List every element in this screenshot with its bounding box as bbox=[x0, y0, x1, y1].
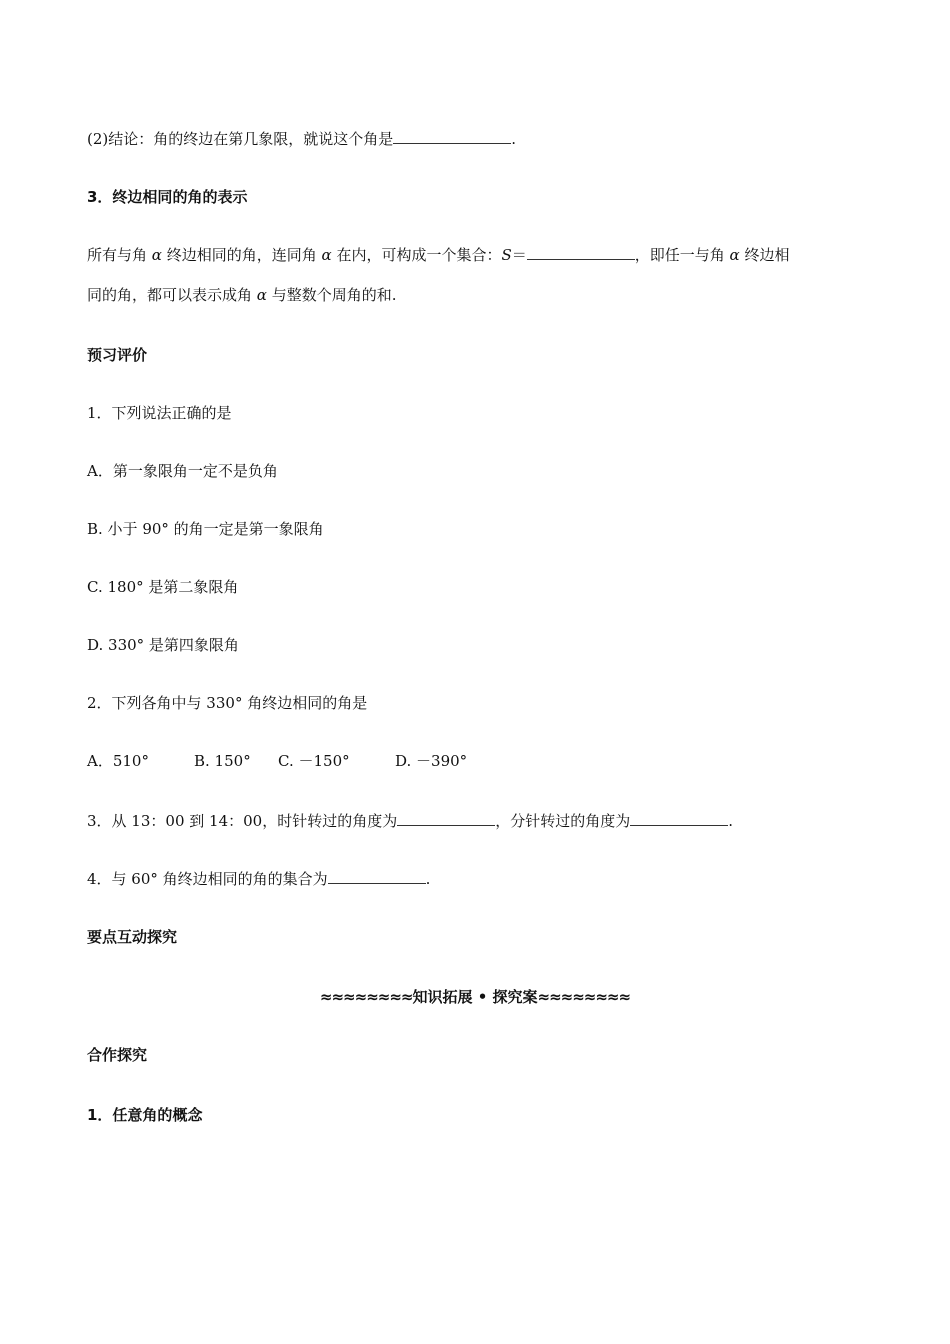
para-text: 终边相同的角，连同角 bbox=[166, 246, 317, 264]
section-3-paragraph-line1 bbox=[87, 244, 789, 266]
para-text: 所有与角 bbox=[87, 246, 148, 264]
set-symbol: S bbox=[501, 246, 512, 264]
para-text: 终边相 bbox=[744, 246, 790, 264]
wave-decoration-left: ≈≈≈≈≈≈≈≈ bbox=[319, 988, 413, 1006]
key-points-title: 要点互动探究 bbox=[87, 928, 178, 946]
q3-text: 3．从 13：00 到 14：00，时针转过的角度为 bbox=[87, 812, 398, 830]
answer-blank[interactable] bbox=[630, 810, 728, 826]
answer-blank[interactable] bbox=[527, 244, 635, 260]
banner-text: 知识拓展 • 探究案 bbox=[412, 988, 538, 1006]
para-text: ，即任一与角 bbox=[634, 246, 725, 264]
para-text: 在内，可构成一个集合： bbox=[336, 246, 502, 264]
q2-options bbox=[87, 750, 467, 772]
alpha-symbol: α bbox=[151, 246, 162, 264]
q3-line bbox=[87, 810, 733, 832]
item-1-title: 1．任意角的概念 bbox=[87, 1106, 203, 1124]
equals-sign: ＝ bbox=[511, 246, 527, 264]
q2-option-d[interactable]: D. －390° bbox=[395, 752, 468, 770]
q2-option-a[interactable]: A．510° bbox=[87, 752, 149, 770]
conclusion-text: (2)结论：角的终边在第几象限，就说这个角是 bbox=[87, 130, 394, 148]
q3-text: ，分针转过的角度为 bbox=[495, 812, 631, 830]
alpha-symbol: α bbox=[729, 246, 740, 264]
period: . bbox=[511, 130, 517, 148]
alpha-symbol: α bbox=[256, 286, 267, 304]
period: . bbox=[728, 812, 733, 830]
answer-blank[interactable] bbox=[393, 128, 511, 144]
q1-option-d[interactable]: D. 330° 是第四象限角 bbox=[87, 636, 239, 654]
q2-option-c[interactable]: C. －150° bbox=[278, 752, 350, 770]
alpha-symbol: α bbox=[321, 246, 332, 264]
section-3-title: 3．终边相同的角的表示 bbox=[87, 188, 248, 206]
conclusion-line bbox=[87, 128, 516, 150]
q1-option-c[interactable]: C. 180° 是第二象限角 bbox=[87, 578, 239, 596]
q2-option-b[interactable]: B. 150° bbox=[194, 752, 251, 770]
section-banner bbox=[0, 986, 950, 1007]
para-text: 与整数个周角的和. bbox=[271, 286, 397, 304]
q1-stem: 1．下列说法正确的是 bbox=[87, 404, 232, 422]
q1-option-a[interactable]: A．第一象限角一定不是负角 bbox=[87, 462, 278, 480]
q4-text: 4．与 60° 角终边相同的角的集合为 bbox=[87, 870, 328, 888]
para-text: 同的角，都可以表示成角 bbox=[87, 286, 253, 304]
q4-line bbox=[87, 868, 430, 890]
wave-decoration-right: ≈≈≈≈≈≈≈≈ bbox=[537, 988, 631, 1006]
cooperation-title: 合作探究 bbox=[87, 1046, 148, 1064]
q2-stem: 2．下列各角中与 330° 角终边相同的角是 bbox=[87, 694, 368, 712]
answer-blank[interactable] bbox=[328, 868, 426, 884]
section-3-paragraph-line2 bbox=[87, 284, 397, 306]
q1-option-b[interactable]: B. 小于 90° 的角一定是第一象限角 bbox=[87, 520, 324, 538]
answer-blank[interactable] bbox=[397, 810, 495, 826]
preview-title: 预习评价 bbox=[87, 346, 148, 364]
period: . bbox=[425, 870, 431, 888]
